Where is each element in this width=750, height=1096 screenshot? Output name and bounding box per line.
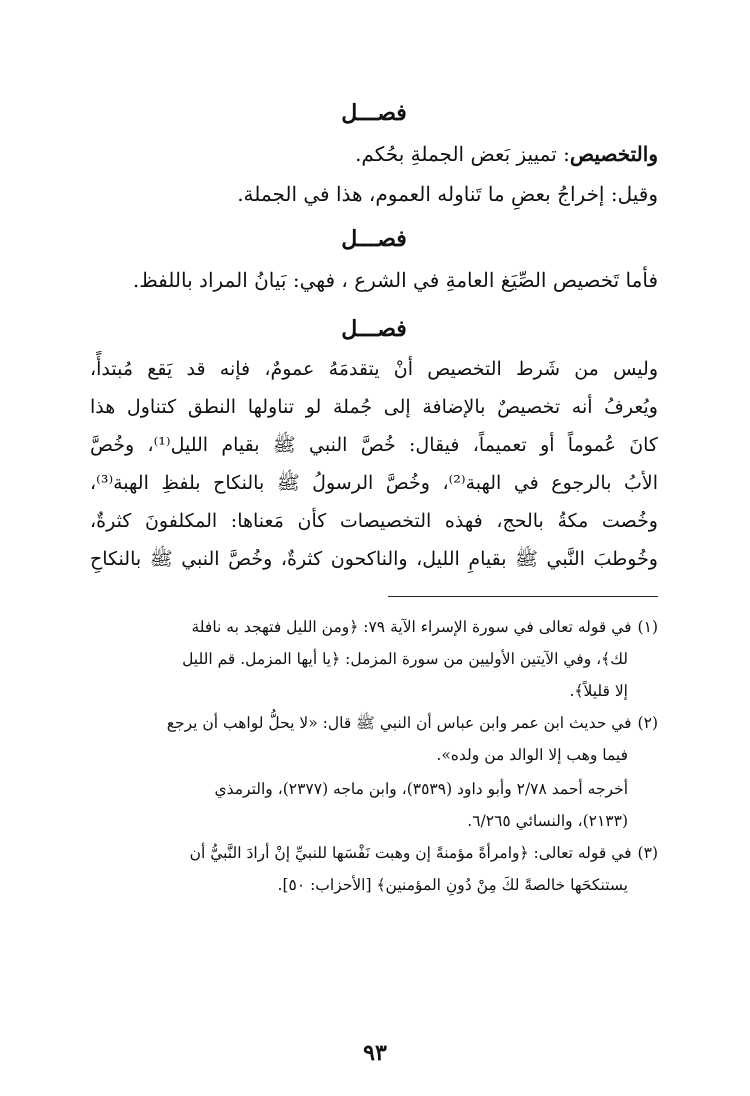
alternate-definition: وقيل: إخراجُ بعضِ ما تَناوله العموم، هذا في الجملة. bbox=[237, 182, 658, 206]
footnote-1 bbox=[90, 611, 658, 707]
main-paragraph-line: كانَ عُموماً أو تعميماً، فيقال: خُصَّ النبي ﷺ بقيام الليل⁽¹⁾، وخُصَّ bbox=[90, 434, 658, 456]
footnote-number: (١) bbox=[637, 618, 658, 636]
main-paragraph-line: وخُصت مكةُ بالحج، فهذه التخصيصات كأن مَعناها: المكلفونَ كثرةٌ، bbox=[90, 510, 658, 532]
section-heading-3: فصـــل bbox=[341, 316, 407, 342]
footnote-3 bbox=[90, 837, 658, 901]
definition-paragraph bbox=[90, 134, 658, 174]
footnote-source-line: (٢١٣٣)، والنسائي ٦/٢٦٥. bbox=[467, 812, 628, 830]
main-paragraph-line: وخُوطبَ النَّبي ﷺ بقيامِ الليل، والناكحون كثرةٌ، وخُصَّ النبي ﷺ بالنكاحِ bbox=[90, 548, 658, 570]
specification-statement: فأما تَخصيص الصِّيَغ العامةِ في الشرع ، فهي: بَيانُ المراد باللفظ. bbox=[132, 268, 658, 292]
footnote-source-line: أخرجه أحمد ٢/٧٨ وأبو داود (٣٥٣٩)، وابن ماجه (٢٣٧٧)، والترمذي bbox=[214, 780, 628, 798]
footnotes bbox=[90, 611, 658, 901]
footnote-line: لك﴾، وفي الآيتين الأوليين من سورة المزمل: ﴿يا أيها المزمل. قم الليل bbox=[182, 650, 628, 668]
main-paragraph-line: ويُعرفُ أنه تخصيصٌ بالإضافة إلى جُملة لو تناولها النطق كتناول هذا bbox=[90, 396, 658, 418]
section-heading-1: فصـــل bbox=[341, 100, 407, 126]
page-number: ٩٣ bbox=[363, 1040, 387, 1066]
footnote-line: في قوله تعالى: ﴿وامرأةً مؤمنةً إن وهبت نَفْسَها للنبيِّ إنْ أرادَ النَّبيُّ أن bbox=[189, 844, 632, 862]
footnote-divider bbox=[388, 596, 658, 597]
main-paragraph-line: الأبُ بالرجوع في الهبة⁽²⁾، وخُصَّ الرسولُ ﷺ بالنكاح بلفظِ الهبة⁽³⁾، bbox=[90, 472, 658, 494]
page-content bbox=[90, 90, 658, 901]
section-heading-2: فصـــل bbox=[341, 226, 407, 252]
footnote-line: إلا قليلاً﴾. bbox=[569, 682, 628, 700]
footnote-line: في حديث ابن عمر وابن عباس أن النبي ﷺ قال: «لا يحلُّ لواهب أن يرجع bbox=[166, 714, 632, 732]
main-paragraph-line: وليس من شَرط التخصيص أنْ يتقدمَهُ عمومٌ، فإنه قد يَقع مُبتدأً، bbox=[90, 358, 658, 380]
footnote-line: يستنكحَها خالصةً لكَ مِنْ دُونِ المؤمنين﴾ [الأحزاب: ٥٠]. bbox=[277, 876, 628, 894]
main-paragraph bbox=[90, 350, 658, 578]
footnote-number: (٢) bbox=[637, 714, 658, 732]
footnote-line: فيما وهب إلا الوالد من ولده». bbox=[436, 746, 628, 764]
footnote-line: في قوله تعالى في سورة الإسراء الآية ٧٩: ﴿ومن الليل فتهجد به نافلة bbox=[191, 618, 632, 636]
footnote-number: (٣) bbox=[637, 844, 658, 862]
definition-term: والتخصيص bbox=[569, 142, 658, 166]
definition-text: : تمييز بَعض الجملةِ بحُكم. bbox=[355, 142, 570, 166]
footnote-2 bbox=[90, 707, 658, 837]
